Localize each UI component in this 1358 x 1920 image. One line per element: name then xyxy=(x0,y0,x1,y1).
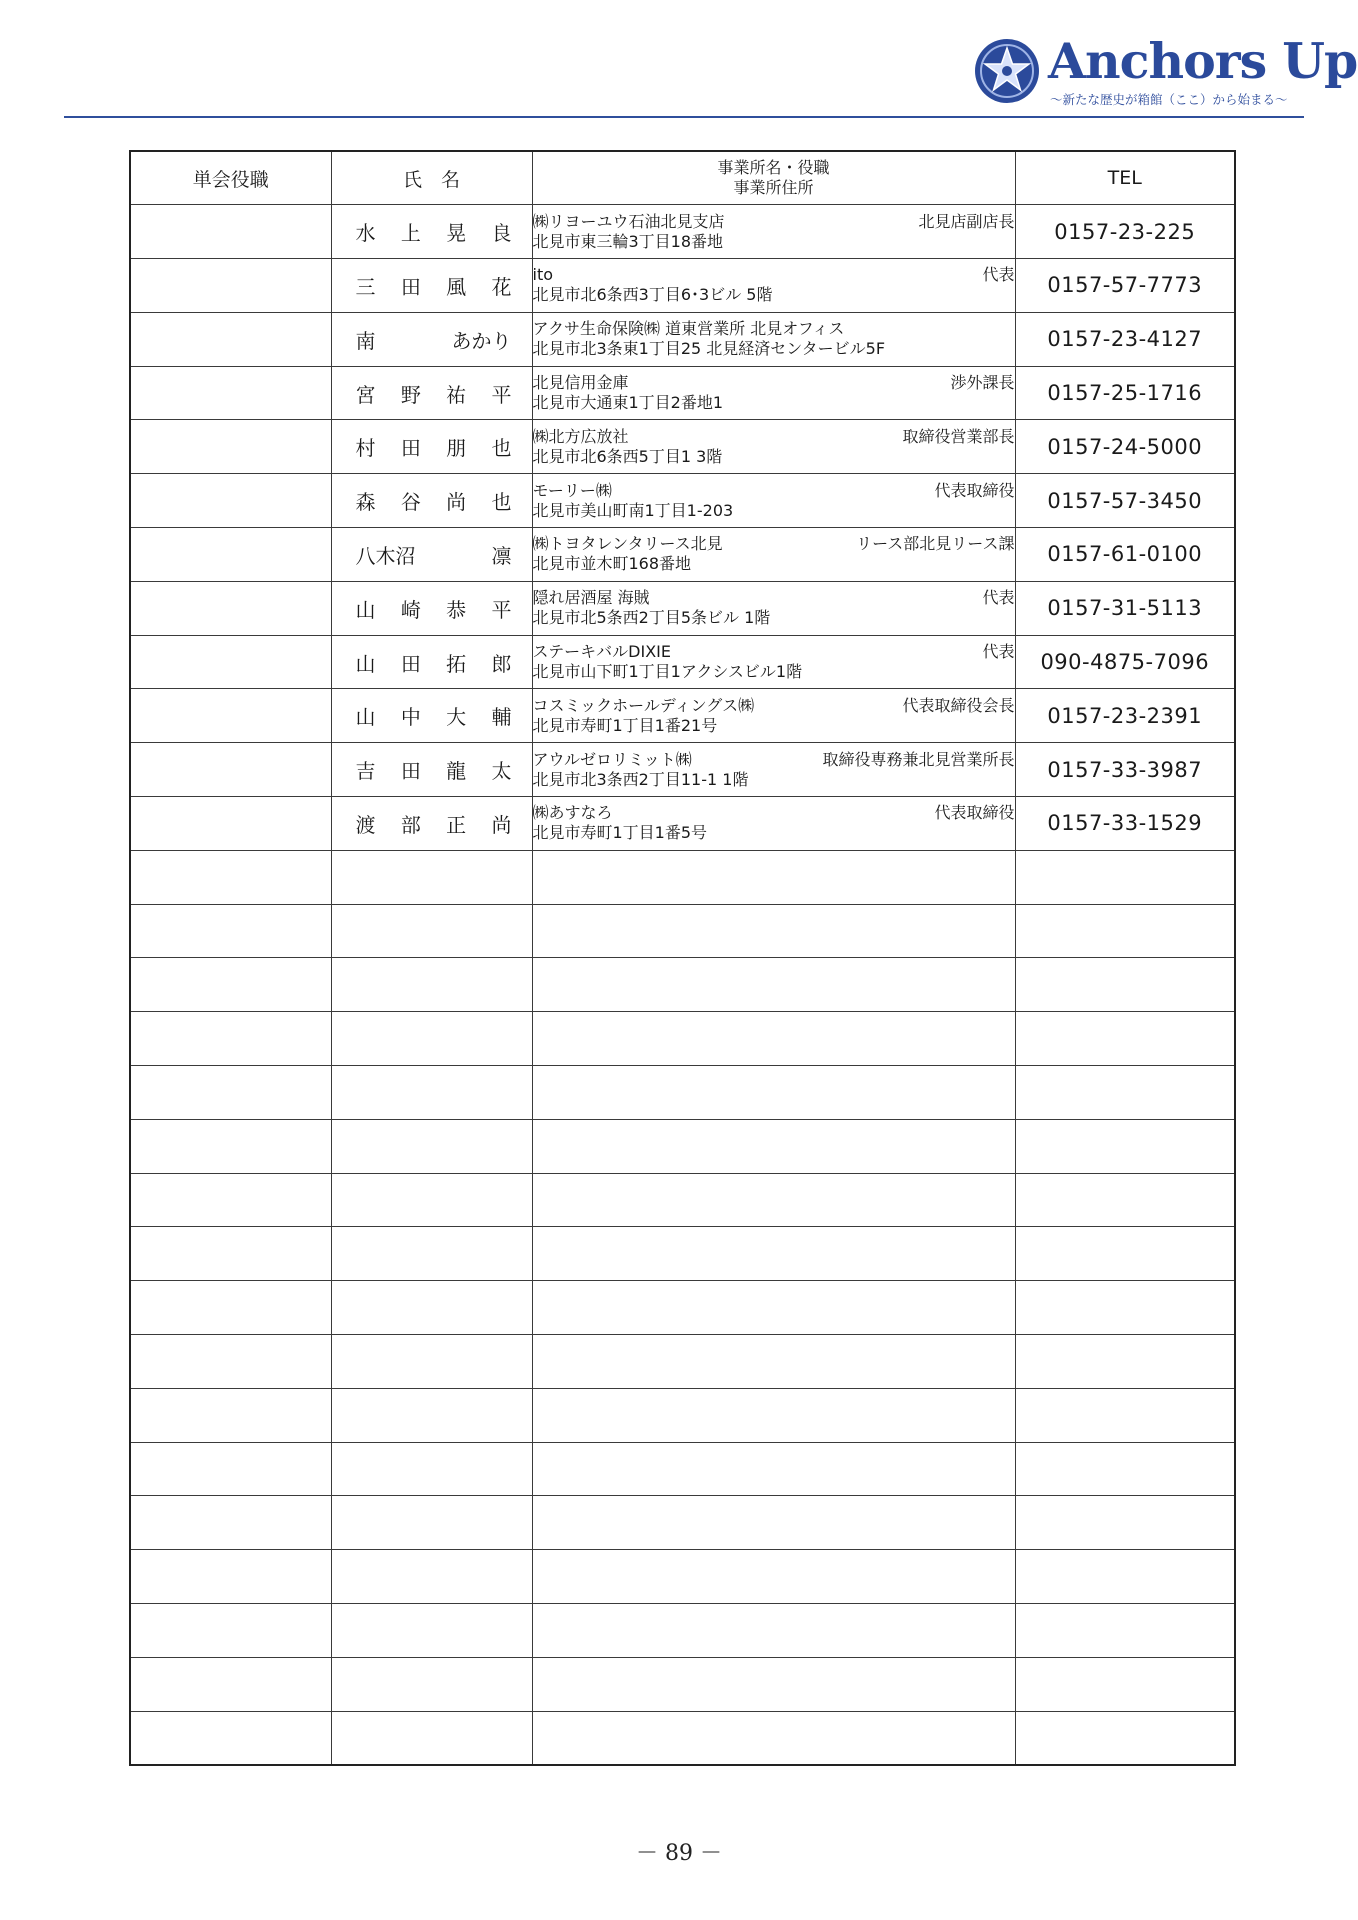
office-line xyxy=(533,696,1015,716)
table-row xyxy=(130,1496,1235,1550)
office-cell xyxy=(532,1227,1015,1281)
member-name-part: 也 xyxy=(491,490,512,515)
office-cell xyxy=(532,1550,1015,1604)
role-cell xyxy=(130,1442,331,1496)
office-address: 北見市北6条西3丁目6･3ビル 5階 xyxy=(532,285,773,305)
job-title: リース部北見リース課 xyxy=(856,534,1015,554)
member-name-part: 田 xyxy=(400,274,421,299)
table-row xyxy=(130,1227,1235,1281)
office-line xyxy=(533,588,1015,608)
member-name xyxy=(332,271,532,300)
company-name: アクサ生命保険㈱ 道東営業所 北見オフィス xyxy=(532,319,845,339)
job-title: 代表 xyxy=(982,642,1015,662)
role-cell xyxy=(130,420,331,474)
member-name-part: 森 xyxy=(355,490,376,515)
tel-cell xyxy=(1015,1388,1235,1442)
office-cell xyxy=(532,1604,1015,1658)
role-cell xyxy=(130,1173,331,1227)
office-cell xyxy=(532,1173,1015,1227)
tel-cell: 0157-31-5113 xyxy=(1015,581,1235,635)
member-name xyxy=(332,701,532,730)
tel-cell: 0157-25-1716 xyxy=(1015,366,1235,420)
office-cell xyxy=(532,743,1015,797)
name-cell xyxy=(331,1281,532,1335)
role-cell xyxy=(130,1227,331,1281)
tel-cell: 0157-24-5000 xyxy=(1015,420,1235,474)
role-cell xyxy=(130,1496,331,1550)
office-cell xyxy=(532,904,1015,958)
name-cell xyxy=(331,1335,532,1389)
table-row xyxy=(130,1335,1235,1389)
page-number: － 89 － xyxy=(636,1841,722,1866)
company-name: コスミックホールディングス㈱ xyxy=(532,695,755,715)
name-cell xyxy=(331,1012,532,1066)
table-row xyxy=(130,1388,1235,1442)
name-cell xyxy=(331,689,532,743)
member-name xyxy=(332,486,532,515)
office-address: 北見市北3条東1丁目25 北見経済センタービル5F xyxy=(532,339,886,359)
name-cell xyxy=(331,797,532,851)
member-name-part: 宮 xyxy=(355,382,376,407)
role-cell xyxy=(130,850,331,904)
role-cell xyxy=(130,1657,331,1711)
role-cell xyxy=(130,1281,331,1335)
office-cell xyxy=(532,1119,1015,1173)
tel-cell xyxy=(1015,1604,1235,1658)
member-name-part: 太 xyxy=(491,759,512,784)
office-cell xyxy=(532,1066,1015,1120)
name-cell xyxy=(331,366,532,420)
table-row xyxy=(130,528,1235,582)
table-row xyxy=(130,1173,1235,1227)
role-cell xyxy=(130,689,331,743)
member-name-part: 凛 xyxy=(491,543,512,568)
office-line xyxy=(533,803,1015,823)
company-name: ㈱リヨーユウ石油北見支店 xyxy=(532,211,725,231)
header-name: 氏 名 xyxy=(331,151,532,205)
job-title: 代表取締役 xyxy=(934,480,1015,500)
table-row xyxy=(130,1550,1235,1604)
office-address: 北見市北3条西2丁目11-1 1階 xyxy=(532,769,749,789)
tel-cell: 0157-33-1529 xyxy=(1015,797,1235,851)
member-name xyxy=(332,809,532,838)
table-row xyxy=(130,366,1235,420)
member-name-part: 崎 xyxy=(400,597,421,622)
member-name-part: 山 xyxy=(355,597,376,622)
tel-cell xyxy=(1015,1281,1235,1335)
office-cell xyxy=(532,420,1015,474)
member-name-part: 良 xyxy=(491,221,512,246)
role-cell xyxy=(130,1388,331,1442)
role-cell xyxy=(130,1550,331,1604)
name-cell xyxy=(331,420,532,474)
role-cell xyxy=(130,1012,331,1066)
office-address: 北見市大通東1丁目2番地1 xyxy=(532,393,724,413)
office-cell xyxy=(532,1657,1015,1711)
role-cell xyxy=(130,1335,331,1389)
name-cell xyxy=(331,581,532,635)
member-name xyxy=(332,594,532,623)
anchors-up-logo xyxy=(974,32,1358,110)
name-cell xyxy=(331,1604,532,1658)
table-row xyxy=(130,1442,1235,1496)
member-name-part: 尚 xyxy=(446,490,467,515)
member-name-part: 正 xyxy=(446,812,467,837)
tel-cell xyxy=(1015,1119,1235,1173)
member-name-part: 晃 xyxy=(446,221,467,246)
role-cell xyxy=(130,904,331,958)
company-name: 北見信用金庫 xyxy=(532,373,629,393)
office-cell xyxy=(532,689,1015,743)
member-name-part: 風 xyxy=(446,274,467,299)
job-title: 渉外課長 xyxy=(950,373,1015,393)
office-line xyxy=(533,481,1015,501)
tel-cell xyxy=(1015,1227,1235,1281)
office-cell xyxy=(532,581,1015,635)
member-name-part: 部 xyxy=(400,812,421,837)
name-cell xyxy=(331,1173,532,1227)
office-line xyxy=(533,750,1015,770)
office-address: 北見市並木町168番地 xyxy=(532,554,692,574)
table-row xyxy=(130,1711,1235,1765)
company-name: ステーキバルDIXIE xyxy=(532,642,672,662)
office-address: 北見市北5条西2丁目5条ビル 1階 xyxy=(532,608,771,628)
role-cell xyxy=(130,958,331,1012)
role-cell xyxy=(130,528,331,582)
role-cell xyxy=(130,1604,331,1658)
role-cell xyxy=(130,743,331,797)
name-cell xyxy=(331,474,532,528)
role-cell xyxy=(130,797,331,851)
table-row xyxy=(130,797,1235,851)
header-office xyxy=(532,151,1015,205)
office-cell xyxy=(532,958,1015,1012)
member-name-part: 田 xyxy=(400,759,421,784)
company-name: ㈱トヨタレンタリース北見 xyxy=(532,534,723,554)
member-name-part: 田 xyxy=(400,436,421,461)
header-rule xyxy=(64,116,1304,118)
header-tel: TEL xyxy=(1015,151,1235,205)
member-name-part: 田 xyxy=(400,651,421,676)
name-cell xyxy=(331,205,532,259)
brand-tagline: ～新たな歴史が箱館（ここ）から始まる～ xyxy=(1050,92,1288,107)
tel-cell xyxy=(1015,1066,1235,1120)
member-name xyxy=(332,540,532,569)
company-name: ㈱あすなろ xyxy=(532,803,613,823)
tel-cell xyxy=(1015,1173,1235,1227)
name-cell xyxy=(331,1442,532,1496)
name-cell xyxy=(331,1066,532,1120)
role-cell xyxy=(130,1119,331,1173)
table-row xyxy=(130,904,1235,958)
tel-cell: 0157-61-0100 xyxy=(1015,528,1235,582)
job-title: 代表 xyxy=(982,588,1015,608)
member-name-part: 三 xyxy=(355,274,376,299)
name-cell xyxy=(331,1227,532,1281)
member-name xyxy=(332,755,532,784)
member-name-part: 祐 xyxy=(446,382,467,407)
company-name: ㈱北方広放社 xyxy=(532,426,629,446)
header-office-line1: 事業所名・役職 xyxy=(717,158,830,178)
company-name: アウルゼロリミット㈱ xyxy=(532,749,692,769)
table-row xyxy=(130,958,1235,1012)
company-name: 隠れ居酒屋 海賊 xyxy=(532,588,650,608)
job-title: 代表取締役会長 xyxy=(902,695,1015,715)
office-cell xyxy=(532,1442,1015,1496)
office-address: 北見市寿町1丁目1番21号 xyxy=(532,715,718,735)
role-cell xyxy=(130,1711,331,1765)
office-cell xyxy=(532,1496,1015,1550)
tel-cell: 0157-33-3987 xyxy=(1015,743,1235,797)
office-line xyxy=(533,642,1015,662)
tel-cell xyxy=(1015,904,1235,958)
member-name xyxy=(332,432,532,461)
name-cell xyxy=(331,1496,532,1550)
office-cell xyxy=(532,366,1015,420)
name-cell xyxy=(331,1119,532,1173)
table-row xyxy=(130,205,1235,259)
name-cell xyxy=(331,1711,532,1765)
member-name-part: 龍 xyxy=(446,759,467,784)
tel-cell xyxy=(1015,958,1235,1012)
office-cell xyxy=(532,797,1015,851)
member-name-part: 上 xyxy=(400,221,421,246)
member-name-part: 拓 xyxy=(446,651,467,676)
name-cell xyxy=(331,1388,532,1442)
office-address: 北見市山下町1丁目1アクシスビル1階 xyxy=(532,662,803,682)
member-name-part: 八木沼 xyxy=(355,543,416,568)
job-title: 取締役営業部長 xyxy=(902,426,1015,446)
tel-cell: 0157-23-2391 xyxy=(1015,689,1235,743)
job-title: 代表取締役 xyxy=(934,803,1015,823)
tel-cell xyxy=(1015,1335,1235,1389)
table-row xyxy=(130,259,1235,313)
table-row xyxy=(130,1657,1235,1711)
role-cell xyxy=(130,635,331,689)
member-name-part: 平 xyxy=(491,382,512,407)
table-row xyxy=(130,1012,1235,1066)
name-cell xyxy=(331,312,532,366)
office-address: 北見市北6条西5丁目1 3階 xyxy=(532,446,723,466)
member-name-part: 山 xyxy=(355,705,376,730)
member-name-part: 中 xyxy=(400,705,421,730)
table-row xyxy=(130,1281,1235,1335)
office-line xyxy=(533,265,1015,285)
office-address: 北見市寿町1丁目1番5号 xyxy=(532,823,708,843)
role-cell xyxy=(130,205,331,259)
table-row xyxy=(130,312,1235,366)
role-cell xyxy=(130,366,331,420)
member-name-part: 恭 xyxy=(446,597,467,622)
member-name-part: 大 xyxy=(446,705,467,730)
office-cell xyxy=(532,1012,1015,1066)
member-name-part: 渡 xyxy=(355,812,376,837)
member-name-part: 平 xyxy=(491,597,512,622)
role-cell xyxy=(130,259,331,313)
member-name-part: 也 xyxy=(491,436,512,461)
table-row xyxy=(130,581,1235,635)
name-cell xyxy=(331,528,532,582)
tel-cell xyxy=(1015,1496,1235,1550)
member-name xyxy=(332,217,532,246)
office-line xyxy=(533,427,1015,447)
tel-cell: 0157-57-3450 xyxy=(1015,474,1235,528)
member-name-part: 尚 xyxy=(491,812,512,837)
office-cell xyxy=(532,635,1015,689)
header-office-line2: 事業所住所 xyxy=(733,178,814,198)
name-cell xyxy=(331,1657,532,1711)
table-row xyxy=(130,689,1235,743)
office-cell xyxy=(532,850,1015,904)
member-name xyxy=(332,379,532,408)
role-cell xyxy=(130,581,331,635)
member-name-part: 水 xyxy=(355,221,376,246)
member-name-part: 輔 xyxy=(491,705,512,730)
table-row xyxy=(130,635,1235,689)
table-row xyxy=(130,420,1235,474)
member-name xyxy=(332,648,532,677)
tel-cell xyxy=(1015,850,1235,904)
role-cell xyxy=(130,474,331,528)
name-cell xyxy=(331,850,532,904)
table-row xyxy=(130,1119,1235,1173)
page-header xyxy=(64,0,1358,118)
tel-cell: 090-4875-7096 xyxy=(1015,635,1235,689)
office-cell xyxy=(532,205,1015,259)
job-title: 北見店副店長 xyxy=(918,211,1015,231)
office-cell xyxy=(532,528,1015,582)
office-address: 北見市美山町南1丁目1-203 xyxy=(532,500,734,520)
office-line xyxy=(533,534,1015,554)
member-name-part: 吉 xyxy=(355,759,376,784)
tel-cell: 0157-23-4127 xyxy=(1015,312,1235,366)
table-row xyxy=(130,1066,1235,1120)
member-name-part: 野 xyxy=(400,382,421,407)
brand-name: Anchors Up xyxy=(1048,32,1358,90)
tel-cell: 0157-57-7773 xyxy=(1015,259,1235,313)
tel-cell xyxy=(1015,1442,1235,1496)
name-cell xyxy=(331,958,532,1012)
member-name-part: 朋 xyxy=(446,436,467,461)
tel-cell xyxy=(1015,1711,1235,1765)
tel-cell xyxy=(1015,1657,1235,1711)
job-title: 代表 xyxy=(982,265,1015,285)
office-address: 北見市東三輪3丁目18番地 xyxy=(532,231,724,251)
name-cell xyxy=(331,904,532,958)
tel-cell xyxy=(1015,1012,1235,1066)
office-cell xyxy=(532,474,1015,528)
company-name: モーリー㈱ xyxy=(532,480,612,500)
name-cell xyxy=(331,743,532,797)
role-cell xyxy=(130,312,331,366)
member-name xyxy=(332,325,532,354)
name-cell xyxy=(331,1550,532,1604)
office-line xyxy=(533,212,1015,232)
member-name-part: 谷 xyxy=(400,490,421,515)
member-name-part: あかり xyxy=(451,328,512,353)
table-row xyxy=(130,743,1235,797)
table-row xyxy=(130,1604,1235,1658)
member-name-part: 花 xyxy=(491,274,512,299)
table-header-row xyxy=(130,151,1235,205)
office-line xyxy=(533,373,1015,393)
roster-body xyxy=(130,205,1235,1765)
office-cell xyxy=(532,1388,1015,1442)
company-name: ito xyxy=(532,265,554,285)
member-name-part: 南 xyxy=(355,328,376,353)
office-cell xyxy=(532,1281,1015,1335)
member-name-part: 村 xyxy=(355,436,376,461)
tel-cell: 0157-23-225 xyxy=(1015,205,1235,259)
office-line xyxy=(533,319,1015,339)
role-cell xyxy=(130,1066,331,1120)
member-name-part: 山 xyxy=(355,651,376,676)
name-cell xyxy=(331,259,532,313)
office-cell xyxy=(532,312,1015,366)
tel-cell xyxy=(1015,1550,1235,1604)
job-title: 取締役専務兼北見営業所長 xyxy=(822,749,1015,769)
member-name-part: 郎 xyxy=(491,651,512,676)
office-cell xyxy=(532,259,1015,313)
member-roster-table xyxy=(129,150,1236,1766)
header-role: 単会役職 xyxy=(130,151,331,205)
table-row xyxy=(130,474,1235,528)
office-cell xyxy=(532,1335,1015,1389)
name-cell xyxy=(331,635,532,689)
star-anchor-emblem-icon xyxy=(974,38,1040,104)
office-cell xyxy=(532,1711,1015,1765)
table-row xyxy=(130,850,1235,904)
